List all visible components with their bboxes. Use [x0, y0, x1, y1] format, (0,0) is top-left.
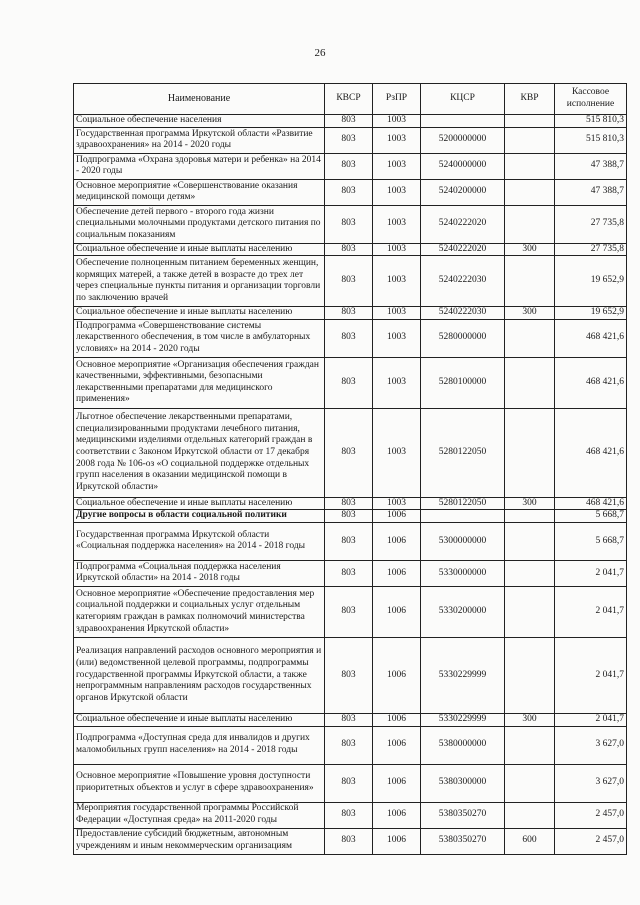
cell-name: Подпрограмма «Охрана здоровья матери и ребенка» на 2014 - 2020 годы [74, 153, 325, 179]
cell-kcsr: 5280122050 [421, 497, 505, 510]
cell-amount: 515 810,3 [555, 115, 627, 128]
cell-kcsr: 5330000000 [421, 560, 505, 586]
table-row [74, 153, 627, 179]
cell-rzpr: 1003 [373, 205, 421, 243]
header-rzpr: РзПР [373, 84, 421, 115]
cell-kcsr: 5200000000 [421, 127, 505, 153]
cell-kvsr: 803 [325, 256, 373, 307]
cell-amount: 5 668,7 [555, 522, 627, 560]
cell-amount: 27 735,8 [555, 205, 627, 243]
table-row [74, 497, 627, 510]
table-row [74, 115, 627, 128]
cell-kcsr: 5240222020 [421, 205, 505, 243]
cell-rzpr: 1006 [373, 828, 421, 854]
header-kvr: КВР [505, 84, 555, 115]
cell-amount: 2 041,7 [555, 560, 627, 586]
cell-kvsr: 803 [325, 408, 373, 497]
cell-name: Обеспечение детей первого - второго года жизни специальными молочными продуктами детского питания по социальным показаниям [74, 205, 325, 243]
cell-kvsr: 803 [325, 127, 373, 153]
cell-rzpr: 1003 [373, 319, 421, 357]
header-name: Наименование [74, 84, 325, 115]
cell-name: Льготное обеспечение лекарственными препаратами, специализированными продуктами лечебного питания, медицинскими изделиями отдельных категорий граждан в соответствии с Законом Иркутской области от 17 декабря 2008 года № 106-оз «О социальной поддержке отдельных групп населения в оказании медицинской помощи в Иркутской области» [74, 408, 325, 497]
cell-amount: 2 041,7 [555, 637, 627, 713]
table-row [74, 205, 627, 243]
table-row [74, 256, 627, 307]
cell-kcsr: 5330200000 [421, 586, 505, 637]
cell-kvsr: 803 [325, 497, 373, 510]
cell-rzpr: 1003 [373, 115, 421, 128]
cell-kvr [505, 319, 555, 357]
cell-amount: 2 457,0 [555, 828, 627, 854]
cell-name: Подпрограмма «Социальная поддержка населения Иркутской области» на 2014 - 2018 годы [74, 560, 325, 586]
cell-rzpr: 1006 [373, 522, 421, 560]
cell-rzpr: 1006 [373, 510, 421, 523]
cell-kcsr: 5240222030 [421, 307, 505, 320]
cell-rzpr: 1003 [373, 179, 421, 205]
cell-kvr [505, 637, 555, 713]
cell-kcsr [421, 510, 505, 523]
header-amount: Кассовое исполнение [555, 84, 627, 115]
cell-amount: 468 421,6 [555, 357, 627, 408]
cell-kvr [505, 726, 555, 764]
cell-name: Основное мероприятие «Совершенствование оказания медицинской помощи детям» [74, 179, 325, 205]
cell-kvr [505, 510, 555, 523]
cell-name: Предоставление субсидий бюджетным, автономным учреждениям и иным некоммерческим организациям [74, 828, 325, 854]
cell-rzpr: 1003 [373, 127, 421, 153]
cell-rzpr: 1003 [373, 497, 421, 510]
cell-kvsr: 803 [325, 179, 373, 205]
table-row [74, 560, 627, 586]
cell-name: Мероприятия государственной программы Российской Федерации «Доступная среда» на 2011-2020 годы [74, 802, 325, 828]
cell-kvr: 300 [505, 497, 555, 510]
cell-kvsr: 803 [325, 243, 373, 256]
cell-name: Социальное обеспечение и иные выплаты населению [74, 497, 325, 510]
cell-amount: 5 668,7 [555, 510, 627, 523]
cell-kvsr: 803 [325, 205, 373, 243]
cell-amount: 2 457,0 [555, 802, 627, 828]
header-kcsr: КЦСР [421, 84, 505, 115]
cell-kvr [505, 179, 555, 205]
cell-rzpr: 1003 [373, 307, 421, 320]
cell-kvr [505, 522, 555, 560]
header-kvsr: КВСР [325, 84, 373, 115]
cell-amount: 468 421,6 [555, 408, 627, 497]
cell-amount: 2 041,7 [555, 586, 627, 637]
cell-name: Реализация направлений расходов основного мероприятия и (или) ведомственной целевой программы, подпрограммы государственной программы Иркутской области, а также непрограммным направлениям расходов государственных органов Иркутской области [74, 637, 325, 713]
cell-amount: 47 388,7 [555, 153, 627, 179]
cell-kvsr: 803 [325, 319, 373, 357]
cell-amount: 2 041,7 [555, 713, 627, 726]
cell-kvr [505, 408, 555, 497]
cell-kvsr: 803 [325, 713, 373, 726]
cell-kvsr: 803 [325, 802, 373, 828]
cell-kcsr: 5380350270 [421, 828, 505, 854]
cell-amount: 468 421,6 [555, 319, 627, 357]
cell-kvsr: 803 [325, 357, 373, 408]
cell-kvsr: 803 [325, 560, 373, 586]
cell-kcsr: 5330229999 [421, 637, 505, 713]
cell-kcsr: 5330229999 [421, 713, 505, 726]
cell-kvr [505, 357, 555, 408]
cell-rzpr: 1006 [373, 764, 421, 802]
cell-kvr [505, 764, 555, 802]
cell-kcsr: 5280100000 [421, 357, 505, 408]
table-row [74, 179, 627, 205]
cell-kvsr: 803 [325, 153, 373, 179]
table-row [74, 802, 627, 828]
cell-name: Основное мероприятие «Обеспечение предоставления мер социальной поддержки и социальных услуг отдельным категориям граждан в рамках полномочий министерства здравоохранения Иркутской области» [74, 586, 325, 637]
cell-kcsr: 5280000000 [421, 319, 505, 357]
table-row [74, 307, 627, 320]
cell-kvr [505, 256, 555, 307]
cell-amount: 27 735,8 [555, 243, 627, 256]
cell-kvr [505, 586, 555, 637]
table-row [74, 319, 627, 357]
cell-amount: 515 810,3 [555, 127, 627, 153]
cell-kcsr: 5240222020 [421, 243, 505, 256]
budget-execution-table [73, 83, 627, 855]
table-row [74, 637, 627, 713]
table-row [74, 510, 627, 523]
cell-kcsr: 5380000000 [421, 726, 505, 764]
cell-kvsr: 803 [325, 726, 373, 764]
page-number: 26 [314, 47, 326, 59]
table-row [74, 586, 627, 637]
table-row [74, 127, 627, 153]
cell-kvr [505, 802, 555, 828]
table-row [74, 522, 627, 560]
cell-rzpr: 1006 [373, 637, 421, 713]
cell-kcsr: 5380350270 [421, 802, 505, 828]
cell-kvr: 300 [505, 243, 555, 256]
cell-name: Социальное обеспечение населения [74, 115, 325, 128]
cell-kvsr: 803 [325, 522, 373, 560]
cell-kcsr: 5280122050 [421, 408, 505, 497]
table-row [74, 828, 627, 854]
cell-kvr [505, 115, 555, 128]
cell-kvr: 300 [505, 307, 555, 320]
table-row [74, 357, 627, 408]
cell-amount: 468 421,6 [555, 497, 627, 510]
cell-kvsr: 803 [325, 828, 373, 854]
cell-rzpr: 1006 [373, 586, 421, 637]
cell-rzpr: 1003 [373, 256, 421, 307]
cell-name: Основное мероприятие «Повышение уровня доступности приоритетных объектов и услуг в сфере здравоохранения» [74, 764, 325, 802]
cell-kcsr: 5240222030 [421, 256, 505, 307]
cell-rzpr: 1006 [373, 560, 421, 586]
cell-kvsr: 803 [325, 307, 373, 320]
cell-name: Обеспечение полноценным питанием беременных женщин, кормящих матерей, а также детей в возрасте до трех лет через специальные пункты питания и организации торговли по заключению врачей [74, 256, 325, 307]
table-header-row [74, 84, 627, 115]
cell-kvsr: 803 [325, 637, 373, 713]
cell-kvsr: 803 [325, 764, 373, 802]
cell-rzpr: 1003 [373, 357, 421, 408]
cell-name: Подпрограмма «Совершенствование системы лекарственного обеспечения, в том числе в амбулаторных условиях» на 2014 - 2020 годы [74, 319, 325, 357]
cell-kvr [505, 127, 555, 153]
cell-kvr [505, 205, 555, 243]
table-row [74, 408, 627, 497]
cell-kvr: 300 [505, 713, 555, 726]
cell-name: Подпрограмма «Доступная среда для инвалидов и других маломобильных групп населения» на 2014 - 2018 годы [74, 726, 325, 764]
table-row [74, 713, 627, 726]
cell-name: Основное мероприятие «Организация обеспечения граждан качественными, эффективными, безопасными лекарственными препаратами для медицинского применения» [74, 357, 325, 408]
cell-rzpr: 1003 [373, 153, 421, 179]
cell-kvr: 600 [505, 828, 555, 854]
cell-name: Государственная программа Иркутской области «Социальная поддержка населения» на 2014 - 2018 годы [74, 522, 325, 560]
cell-name: Государственная программа Иркутской области «Развитие здравоохранения» на 2014 - 2020 годы [74, 127, 325, 153]
cell-kcsr: 5240200000 [421, 179, 505, 205]
cell-kcsr: 5380300000 [421, 764, 505, 802]
cell-amount: 19 652,9 [555, 256, 627, 307]
cell-kvr [505, 153, 555, 179]
cell-amount: 19 652,9 [555, 307, 627, 320]
table-row [74, 243, 627, 256]
cell-rzpr: 1006 [373, 726, 421, 764]
cell-kvr [505, 560, 555, 586]
cell-kvsr: 803 [325, 510, 373, 523]
cell-kvsr: 803 [325, 115, 373, 128]
cell-name: Другие вопросы в области социальной политики [74, 510, 325, 523]
cell-amount: 47 388,7 [555, 179, 627, 205]
cell-kvsr: 803 [325, 586, 373, 637]
cell-amount: 3 627,0 [555, 726, 627, 764]
cell-name: Социальное обеспечение и иные выплаты населению [74, 307, 325, 320]
cell-kcsr: 5300000000 [421, 522, 505, 560]
cell-kcsr: 5240000000 [421, 153, 505, 179]
table-row [74, 764, 627, 802]
table-row [74, 726, 627, 764]
cell-rzpr: 1003 [373, 243, 421, 256]
cell-rzpr: 1006 [373, 802, 421, 828]
cell-rzpr: 1006 [373, 713, 421, 726]
cell-name: Социальное обеспечение и иные выплаты населению [74, 243, 325, 256]
cell-amount: 3 627,0 [555, 764, 627, 802]
cell-kcsr [421, 115, 505, 128]
cell-rzpr: 1003 [373, 408, 421, 497]
cell-name: Социальное обеспечение и иные выплаты населению [74, 713, 325, 726]
